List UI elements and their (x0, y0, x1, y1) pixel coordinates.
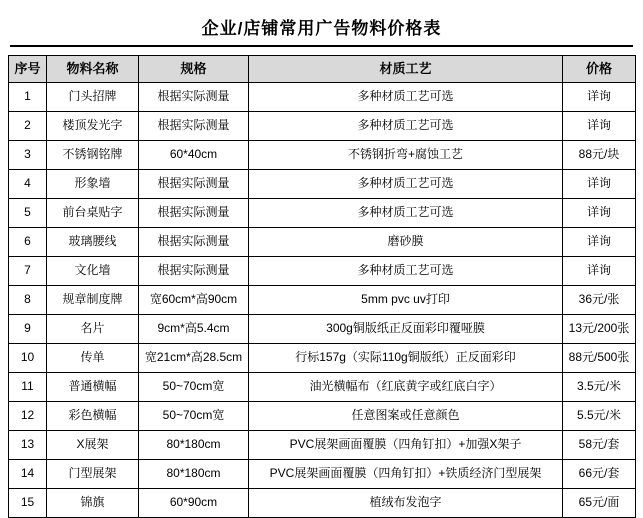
cell-material: PVC展架画面覆膜（四角钉扣）+加强X架子 (249, 431, 563, 460)
cell-name: 门头招牌 (47, 83, 139, 112)
table-row (9, 83, 636, 112)
cell-material: 多种材质工艺可选 (249, 199, 563, 228)
cell-index: 9 (9, 315, 47, 344)
cell-material: 磨砂膜 (249, 228, 563, 257)
column-header-price: 价格 (563, 56, 636, 83)
column-header-spec: 规格 (139, 56, 249, 83)
cell-index: 14 (9, 460, 47, 489)
cell-name: 不锈钢铭牌 (47, 141, 139, 170)
cell-price: 66元/套 (563, 460, 636, 489)
table-row (9, 431, 636, 460)
cell-spec: 根据实际测量 (139, 112, 249, 141)
cell-price: 65元/面 (563, 489, 636, 518)
cell-material: 多种材质工艺可选 (249, 112, 563, 141)
cell-index: 4 (9, 170, 47, 199)
cell-spec: 80*180cm (139, 431, 249, 460)
cell-spec: 根据实际测量 (139, 228, 249, 257)
cell-index: 8 (9, 286, 47, 315)
cell-price: 88元/块 (563, 141, 636, 170)
cell-material: 行标157g（实际110g铜版纸）正反面彩印 (249, 344, 563, 373)
table-row (9, 286, 636, 315)
cell-price: 5.5元/米 (563, 402, 636, 431)
cell-price: 36元/张 (563, 286, 636, 315)
cell-spec: 50~70cm宽 (139, 373, 249, 402)
table-row (9, 199, 636, 228)
cell-spec: 根据实际测量 (139, 83, 249, 112)
cell-name: 文化墙 (47, 257, 139, 286)
cell-material: 不锈钢折弯+腐蚀工艺 (249, 141, 563, 170)
cell-spec: 60*90cm (139, 489, 249, 518)
cell-price: 详询 (563, 199, 636, 228)
cell-price: 详询 (563, 257, 636, 286)
cell-index: 12 (9, 402, 47, 431)
table-row (9, 489, 636, 518)
cell-spec: 根据实际测量 (139, 257, 249, 286)
cell-material: 5mm pvc uv打印 (249, 286, 563, 315)
cell-index: 7 (9, 257, 47, 286)
cell-name: 普通横幅 (47, 373, 139, 402)
cell-index: 10 (9, 344, 47, 373)
cell-name: X展架 (47, 431, 139, 460)
cell-spec: 60*40cm (139, 141, 249, 170)
cell-price: 88元/500张 (563, 344, 636, 373)
cell-price: 13元/200张 (563, 315, 636, 344)
table-row (9, 141, 636, 170)
cell-material: 植绒布发泡字 (249, 489, 563, 518)
cell-name: 玻璃腰线 (47, 228, 139, 257)
cell-material: 多种材质工艺可选 (249, 257, 563, 286)
price-table (8, 55, 636, 518)
cell-index: 2 (9, 112, 47, 141)
cell-name: 传单 (47, 344, 139, 373)
table-row (9, 228, 636, 257)
cell-spec: 9cm*高5.4cm (139, 315, 249, 344)
title-divider (10, 45, 633, 47)
table-row (9, 112, 636, 141)
column-header-material: 材质工艺 (249, 56, 563, 83)
table-row (9, 344, 636, 373)
cell-index: 1 (9, 83, 47, 112)
cell-spec: 根据实际测量 (139, 170, 249, 199)
cell-spec: 根据实际测量 (139, 199, 249, 228)
cell-index: 15 (9, 489, 47, 518)
cell-spec: 宽60cm*高90cm (139, 286, 249, 315)
column-header-index: 序号 (9, 56, 47, 83)
cell-name: 规章制度牌 (47, 286, 139, 315)
cell-name: 锦旗 (47, 489, 139, 518)
cell-spec: 50~70cm宽 (139, 402, 249, 431)
cell-price: 3.5元/米 (563, 373, 636, 402)
cell-name: 楼顶发光字 (47, 112, 139, 141)
cell-name: 彩色横幅 (47, 402, 139, 431)
cell-material: 300g铜版纸正反面彩印覆哑膜 (249, 315, 563, 344)
cell-price: 详询 (563, 228, 636, 257)
cell-index: 13 (9, 431, 47, 460)
cell-index: 11 (9, 373, 47, 402)
table-row (9, 170, 636, 199)
cell-price: 详询 (563, 112, 636, 141)
cell-name: 门型展架 (47, 460, 139, 489)
cell-price: 详询 (563, 170, 636, 199)
cell-material: 多种材质工艺可选 (249, 83, 563, 112)
cell-price: 详询 (563, 83, 636, 112)
table-row (9, 460, 636, 489)
cell-spec: 宽21cm*高28.5cm (139, 344, 249, 373)
table-header-row (9, 56, 636, 83)
table-row (9, 373, 636, 402)
cell-index: 5 (9, 199, 47, 228)
cell-material: PVC展架画面覆膜（四角钉扣）+铁质经济门型展架 (249, 460, 563, 489)
table-row (9, 257, 636, 286)
cell-name: 前台桌贴字 (47, 199, 139, 228)
table-row (9, 315, 636, 344)
cell-spec: 80*180cm (139, 460, 249, 489)
cell-material: 多种材质工艺可选 (249, 170, 563, 199)
cell-name: 形象墙 (47, 170, 139, 199)
cell-name: 名片 (47, 315, 139, 344)
table-row (9, 402, 636, 431)
column-header-name: 物料名称 (47, 56, 139, 83)
cell-price: 58元/套 (563, 431, 636, 460)
page-title: 企业/店铺常用广告物料价格表 (201, 19, 442, 38)
cell-material: 任意图案或任意颜色 (249, 402, 563, 431)
cell-material: 油光横幅布（红底黄字或红底白字） (249, 373, 563, 402)
cell-index: 3 (9, 141, 47, 170)
cell-index: 6 (9, 228, 47, 257)
